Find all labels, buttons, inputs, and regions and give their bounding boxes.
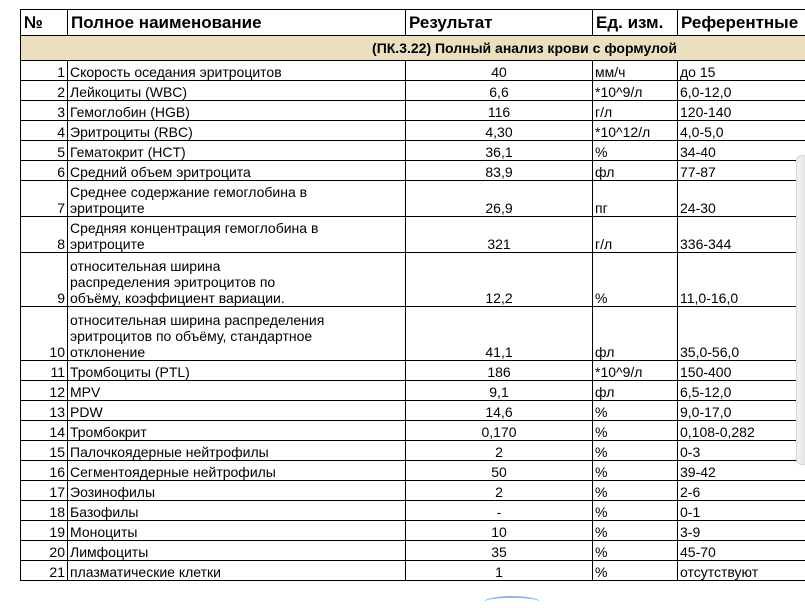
test-unit: г/л: [593, 217, 678, 253]
row-number: 9: [21, 253, 68, 307]
test-name: [68, 81, 406, 101]
test-name-line: Эозинофилы: [70, 484, 403, 500]
test-unit: %: [593, 461, 678, 481]
table-row: [21, 181, 805, 217]
test-name: [68, 381, 406, 401]
test-unit: г/л: [593, 101, 678, 121]
test-reference-range: 11,0-16,0: [678, 253, 805, 307]
test-unit: %: [593, 521, 678, 541]
test-reference-range: 0-3: [678, 441, 805, 461]
test-result: 2: [406, 441, 593, 461]
test-reference-range: 77-87: [678, 161, 805, 181]
table-row: [21, 121, 805, 141]
test-reference-range: 3-9: [678, 521, 805, 541]
test-name: [68, 481, 406, 501]
test-result: 10: [406, 521, 593, 541]
test-reference-range: до 15: [678, 61, 805, 81]
row-number: 10: [21, 307, 68, 361]
test-name-line: эритроците: [70, 236, 403, 252]
test-result: 36,1: [406, 141, 593, 161]
test-name-line: Лимфоциты: [70, 544, 403, 560]
test-unit: фл: [593, 161, 678, 181]
table-row: [21, 421, 805, 441]
test-name: [68, 541, 406, 561]
table-row: [21, 521, 805, 541]
table-row: [21, 161, 805, 181]
header-number: №: [21, 10, 68, 36]
test-reference-range: 24-30: [678, 181, 805, 217]
test-name: [68, 461, 406, 481]
test-result: 9,1: [406, 381, 593, 401]
test-name: [68, 101, 406, 121]
test-unit: %: [593, 541, 678, 561]
test-name-line: Гематокрит (HCT): [70, 144, 403, 160]
test-name: [68, 181, 406, 217]
scroll-edge-overlay: [796, 155, 805, 465]
test-name-line: MPV: [70, 384, 403, 400]
test-name-line: относительная ширина: [70, 258, 403, 274]
test-result: 50: [406, 461, 593, 481]
lab-results-table: [20, 9, 805, 581]
header-name: Полное наименование: [68, 10, 406, 36]
test-reference-range: 336-344: [678, 217, 805, 253]
test-unit: фл: [593, 381, 678, 401]
table-row: [21, 501, 805, 521]
test-unit: %: [593, 561, 678, 581]
table-row: [21, 561, 805, 581]
row-number: 17: [21, 481, 68, 501]
test-result: 83,9: [406, 161, 593, 181]
row-number: 16: [21, 461, 68, 481]
test-name-line: Средний объем эритроцита: [70, 164, 403, 180]
test-reference-range: 150-400: [678, 361, 805, 381]
test-unit: *10^9/л: [593, 81, 678, 101]
row-number: 5: [21, 141, 68, 161]
section-title-row: [21, 36, 805, 61]
table-row: [21, 541, 805, 561]
header-reference: Референтные: [678, 10, 805, 36]
test-name: [68, 141, 406, 161]
test-result: 186: [406, 361, 593, 381]
test-name: [68, 161, 406, 181]
test-result: 35: [406, 541, 593, 561]
test-result: 41,1: [406, 307, 593, 361]
test-name: [68, 121, 406, 141]
row-number: 3: [21, 101, 68, 121]
test-unit: фл: [593, 307, 678, 361]
table-row: [21, 101, 805, 121]
test-name-line: Эритроциты (RBC): [70, 124, 403, 140]
test-result: 6,6: [406, 81, 593, 101]
table-row: [21, 481, 805, 501]
table-row: [21, 381, 805, 401]
test-unit: %: [593, 481, 678, 501]
test-name-line: Лейкоциты (WBC): [70, 84, 403, 100]
row-number: 11: [21, 361, 68, 381]
test-name: [68, 361, 406, 381]
test-result: 12,2: [406, 253, 593, 307]
test-reference-range: 35,0-56,0: [678, 307, 805, 361]
test-reference-range: 34-40: [678, 141, 805, 161]
test-name-line: плазматические клетки: [70, 564, 403, 580]
header-result: Результат: [406, 10, 593, 36]
test-reference-range: 9,0-17,0: [678, 401, 805, 421]
test-unit: мм/ч: [593, 61, 678, 81]
test-name-line: объёму, коэффициент вариации.: [70, 290, 403, 306]
stamp-fragment: [484, 596, 540, 608]
test-name: [68, 401, 406, 421]
header-unit: Ед. изм.: [593, 10, 678, 36]
test-reference-range: 2-6: [678, 481, 805, 501]
table-row: [21, 253, 805, 307]
test-name: [68, 217, 406, 253]
test-name-line: Тромбокрит: [70, 424, 403, 440]
test-name: [68, 253, 406, 307]
row-number: 8: [21, 217, 68, 253]
test-reference-range: 45-70: [678, 541, 805, 561]
section-title-cell: [21, 36, 805, 61]
test-unit: %: [593, 421, 678, 441]
test-name-line: Базофилы: [70, 504, 403, 520]
test-name-line: Моноциты: [70, 524, 403, 540]
row-number: 6: [21, 161, 68, 181]
test-name-line: относительная ширина распределения: [70, 312, 403, 328]
test-name-line: отклонение: [70, 344, 403, 360]
test-result: 116: [406, 101, 593, 121]
test-reference-range: 0,108-0,282: [678, 421, 805, 441]
test-name: [68, 441, 406, 461]
test-name: [68, 61, 406, 81]
row-number: 20: [21, 541, 68, 561]
row-number: 14: [21, 421, 68, 441]
test-reference-range: 6,5-12,0: [678, 381, 805, 401]
test-unit: %: [593, 401, 678, 421]
test-reference-range: 4,0-5,0: [678, 121, 805, 141]
test-result: 4,30: [406, 121, 593, 141]
table-row: [21, 461, 805, 481]
table-row: [21, 441, 805, 461]
test-result: -: [406, 501, 593, 521]
test-name-line: Палочкоядерные нейтрофилы: [70, 444, 403, 460]
row-number: 12: [21, 381, 68, 401]
row-number: 19: [21, 521, 68, 541]
section-title: (ПК.3.22) Полный анализ крови с формулой: [372, 40, 677, 56]
test-unit: %: [593, 141, 678, 161]
row-number: 21: [21, 561, 68, 581]
test-name: [68, 561, 406, 581]
test-unit: *10^12/л: [593, 121, 678, 141]
test-result: 0,170: [406, 421, 593, 441]
test-reference-range: 39-42: [678, 461, 805, 481]
test-name-line: Гемоглобин (HGB): [70, 104, 403, 120]
test-unit: %: [593, 253, 678, 307]
table-row: [21, 141, 805, 161]
test-name-line: PDW: [70, 404, 403, 420]
test-name: [68, 501, 406, 521]
test-reference-range: отсутствуют: [678, 561, 805, 581]
test-result: 40: [406, 61, 593, 81]
test-result: 321: [406, 217, 593, 253]
row-number: 4: [21, 121, 68, 141]
test-name-line: Тромбоциты (PTL): [70, 364, 403, 380]
row-number: 15: [21, 441, 68, 461]
test-result: 2: [406, 481, 593, 501]
test-name: [68, 521, 406, 541]
test-name: [68, 421, 406, 441]
test-name-line: Средняя концентрация гемоглобина в: [70, 220, 403, 236]
row-number: 2: [21, 81, 68, 101]
test-name-line: Сегментоядерные нейтрофилы: [70, 464, 403, 480]
test-name-line: распределения эритроцитов по: [70, 274, 403, 290]
test-unit: %: [593, 441, 678, 461]
test-result: 14,6: [406, 401, 593, 421]
row-number: 18: [21, 501, 68, 521]
table-row: [21, 307, 805, 361]
test-reference-range: 120-140: [678, 101, 805, 121]
test-name-line: Скорость оседания эритроцитов: [70, 64, 403, 80]
table-row: [21, 61, 805, 81]
table-row: [21, 81, 805, 101]
test-name-line: Среднее содержание гемоглобина в: [70, 184, 403, 200]
test-name-line: эритроците: [70, 200, 403, 216]
row-number: 7: [21, 181, 68, 217]
table-row: [21, 361, 805, 381]
test-reference-range: 6,0-12,0: [678, 81, 805, 101]
test-result: 26,9: [406, 181, 593, 217]
test-unit: пг: [593, 181, 678, 217]
test-unit: %: [593, 501, 678, 521]
test-name-line: эритроцитов по объёму, стандартное: [70, 328, 403, 344]
row-number: 1: [21, 61, 68, 81]
test-name: [68, 307, 406, 361]
table-row: [21, 401, 805, 421]
test-reference-range: 0-1: [678, 501, 805, 521]
table-row: [21, 217, 805, 253]
table-header-row: [21, 10, 805, 36]
test-result: 1: [406, 561, 593, 581]
test-unit: *10^9/л: [593, 361, 678, 381]
row-number: 13: [21, 401, 68, 421]
